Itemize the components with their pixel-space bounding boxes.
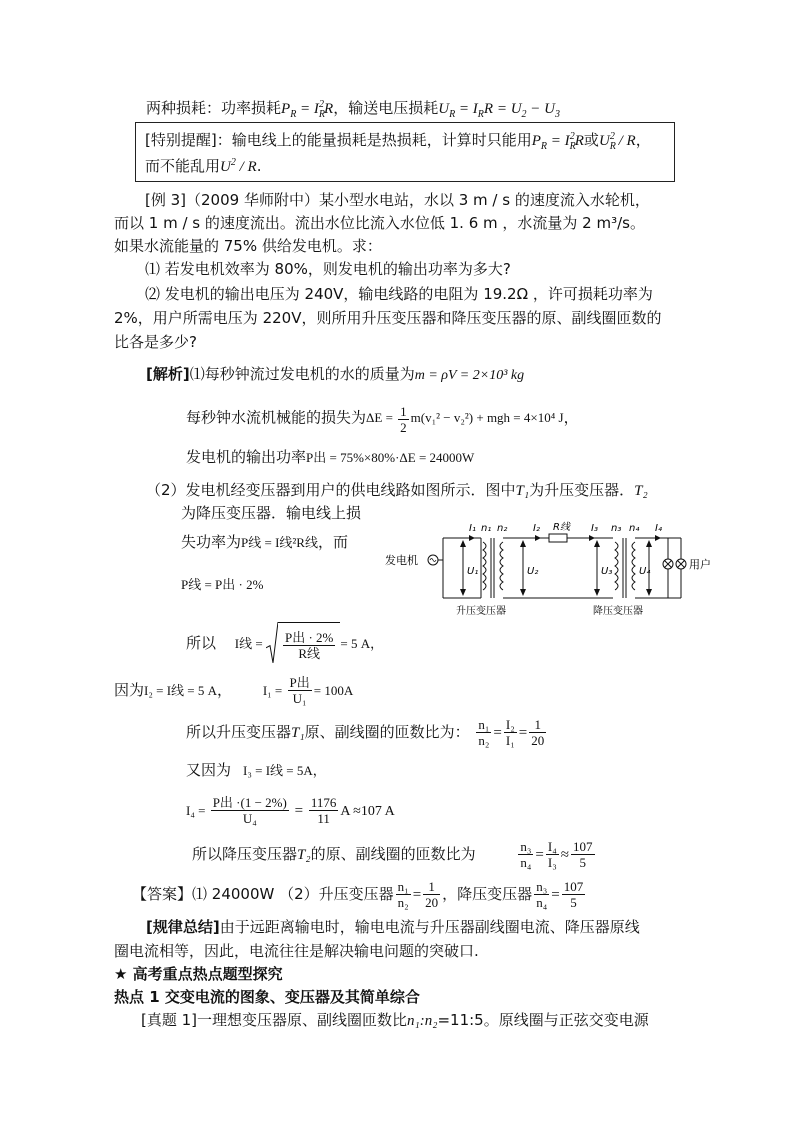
u1-label: U₁ [467, 566, 479, 577]
summary-line-1 [146, 917, 640, 937]
n2-label: n₂ [497, 523, 508, 534]
ratio2-text: 所以降压变压器 [192, 845, 298, 863]
output-power-formula: P出 = 75%×80%·ΔE = 24000W [306, 450, 475, 465]
i2-label: I₂ [533, 523, 540, 534]
step-up-label: 升压变压器 [456, 606, 506, 617]
power-loss-formula: $P_R = I_R^2R$ [281, 99, 334, 120]
ratio2-t: T₂ [297, 847, 311, 863]
mass-formula: m = ρV = 2×10³ kg [414, 368, 525, 383]
n4-label: n₄ [629, 523, 640, 534]
generator-label: 发电机 [385, 554, 418, 567]
loss-power-formula: P线 = I线²R线 [241, 535, 318, 550]
loss-power-line [181, 532, 348, 553]
n1-label: n₁ [481, 523, 492, 534]
question-2-line-1: ⑵ 发电机的输出电压为 240V，输电线路的电阻为 19.2Ω ，许可损耗功率为 [145, 285, 653, 303]
question-2-line-3: 比各是多少? [114, 333, 197, 351]
current-rhs: = 5 A， [340, 636, 384, 651]
loss-power-percent: P线 = P出 · 2% [181, 577, 264, 592]
current-lhs: I线 = [234, 636, 266, 651]
u3-label: U₃ [601, 566, 613, 577]
solution-line-2 [186, 404, 579, 435]
user-label: 用户 [689, 558, 711, 571]
reminder-formula-2: $U_R^2$ / R [598, 131, 636, 152]
i2-formula: I₂ = I线 = 5 A [144, 683, 218, 698]
i1-label: I₁ [469, 523, 476, 534]
example-line-1: [例 3]（2009 华师附中）某小型水电站，水以 3 m / s 的速度流入水轮机， [145, 191, 650, 209]
i4-rhs: A ≈107 A [340, 804, 395, 819]
reminder-line-2 [145, 156, 261, 177]
summary-text-1: 由于远距离输电时，输电电流与升压器副线圈电流、降压器原线 [219, 918, 640, 936]
solution-tag: [解析] [146, 365, 190, 383]
part2-line-1 [146, 480, 648, 501]
energy-loss-formula: ΔE = $\frac{1}{2}$ m(v₁² − v₂²) + mgh = 4×10⁴ J [366, 404, 564, 435]
ratio1-text: 所以升压变压器 [186, 723, 292, 741]
real-question-text: [真题 1]一理想变压器原、副线圈匝数比 [141, 1011, 408, 1029]
u4-label: U₄ [639, 566, 651, 577]
again-line [186, 760, 326, 781]
ratio1-t: T₁ [291, 725, 305, 741]
i1-lhs: I₁ = [262, 683, 286, 698]
t2-label: T₂ [634, 483, 648, 499]
hot-heading: ★ 高考重点热点题型探究 [114, 965, 283, 983]
so1-text: 所以 [186, 634, 217, 652]
loss-power-end: ，而 [317, 533, 348, 551]
because-sep: ， [217, 681, 233, 699]
reminder-line2-text: 而不能乱用 [145, 157, 221, 175]
u2-label: U₂ [527, 566, 539, 577]
question-2-line-2: 2%，用户所需电压为 220V，则所用升压变压器和降压变压器的原、副线圈匝数的 [114, 309, 662, 327]
solution-s3-text: 发电机的输出功率 [186, 448, 307, 466]
solution-line-1 [146, 364, 524, 386]
part2-text-a: （2）发电机经变压器到用户的供电线路如图所示．图中 [146, 481, 516, 499]
reminder-line-1 [145, 130, 651, 151]
example-line-2: 而以 1 m / s 的速度流出。流出水位比流入水位低 1. 6 m ，水流量为 2 m³/s。 [114, 214, 645, 232]
turns-ratio: n₁:n₂ [407, 1013, 438, 1029]
i4-lhs: I₄ = [186, 803, 209, 818]
ratio1-line: 所以升压变压器T₁原、副线圈的匝数比为： $\frac{\text{n₁}}{\text{n₂}}$ = $\frac{\text{I₂}}{\text{I₁}}$ = $\frac{1}{20}$ [186, 717, 545, 748]
ratio2-text2: 的原、副线圈的匝数比为 [310, 845, 476, 863]
reminder-text: ：输电线上的能量损耗是热损耗，计算时只能用 [216, 131, 532, 149]
loss-line [146, 98, 560, 119]
summary-tag: [规律总结] [146, 918, 220, 936]
current-line [186, 622, 383, 665]
loss-mid-text: ，输送电压损耗 [333, 99, 439, 117]
again-text: 又因为 [186, 761, 232, 779]
t1-label: T₁ [515, 483, 530, 499]
i4-label: I₄ [655, 523, 662, 534]
voltage-loss-formula: $U_R = I_RR = U_2 - U_3$ [438, 101, 560, 120]
summary-line-2: 圈电流相等，因此，电流往往是解决输电问题的突破口. [114, 942, 479, 960]
question-1: ⑴ 若发电机效率为 80%，则发电机的输出功率为多大? [145, 260, 511, 278]
circuit-diagram [383, 518, 723, 618]
reminder-formula-1: $P_R = I_R^2R$ [531, 131, 584, 152]
answer-tag: 【答案】 [132, 885, 193, 903]
part2-line-2: 为降压变压器．输电线上损 [181, 504, 362, 522]
step-down-label: 降压变压器 [593, 606, 643, 617]
reminder-tag: [特别提醒] [145, 131, 217, 149]
part2-text-b: 为升压变压器． [529, 481, 635, 499]
solution-s1-text: ⑴每秒钟流过发电机的水的质量为 [189, 365, 415, 383]
answer-part2: ，降压变压器 [442, 885, 533, 903]
answer-part1: ⑴ 24000W （2）升压变压器 [192, 885, 394, 903]
sqrt-symbol: $\frac{\text{P出 · 2\%}}{\text{R线}}$ [266, 622, 340, 665]
solution-line-3 [186, 447, 474, 468]
solution-s2-text: 每秒钟水流机械能的损失为 [186, 408, 367, 427]
i1-rhs: = 100A [313, 683, 354, 698]
loss-label: 两种损耗：功率损耗 [146, 99, 282, 117]
ratio2-line: 所以降压变压器T₂的原、副线圈的匝数比为 $\frac{\text{n₃}}{\text{n₄}}$ = $\frac{\text{I₄}}{\text{I₃}}$ ≈ $\frac{107}{5}$ [192, 839, 593, 870]
line-resistor [549, 534, 567, 542]
because-line: 因为I₂ = I线 = 5 A， I₁ = $\frac{\text{P出}}{\text{U₁}}$ = 100A [114, 675, 354, 706]
real-question-line [141, 1010, 649, 1031]
reminder-comma: ， [635, 131, 651, 149]
hot-subheading: 热点 1 交变电流的图象、变压器及其简单综合 [114, 988, 420, 1006]
ratio1-text2: 原、副线圈的匝数比为： [304, 723, 470, 741]
example-line-3: 如果水流能量的 75% 供给发电机。求： [114, 237, 382, 255]
i4-line: I₄ = $\frac{\text{P出 ·(1 − 2\%)}}{\text{U₄}}$ = $\frac{1176}{11}$ A ≈107 A [186, 795, 395, 826]
i4-eq: = [290, 803, 307, 819]
r-line-label: R线 [553, 522, 570, 533]
reminder-period: . [256, 157, 262, 175]
reminder-or: 或 [583, 131, 599, 149]
answer-eq1: = [412, 887, 422, 903]
solution-s2-end: ， [563, 408, 579, 427]
answer-line: 【答案】⑴ 24000W （2）升压变压器 $\frac{\text{n₁}}{\text{n₂}}$ = $\frac{1}{20}$ ，降压变压器 $\frac{\text{n₃}}{\text{n₄}}$ = $\frac{107}{5}$ [132, 879, 584, 910]
loss-power-text: 失功率为 [181, 533, 242, 551]
because-text: 因为 [114, 681, 145, 699]
i3-label: I₃ [591, 523, 598, 534]
answer-eq2: = [551, 887, 560, 903]
n3-label: n₃ [611, 523, 622, 534]
reminder-formula-3: $U^2$ / R [220, 157, 257, 175]
i3-formula: I₃ = I线 = 5A， [243, 763, 326, 778]
real-question-text-2: =11:5。原线圈与正弦交变电源 [437, 1011, 649, 1029]
